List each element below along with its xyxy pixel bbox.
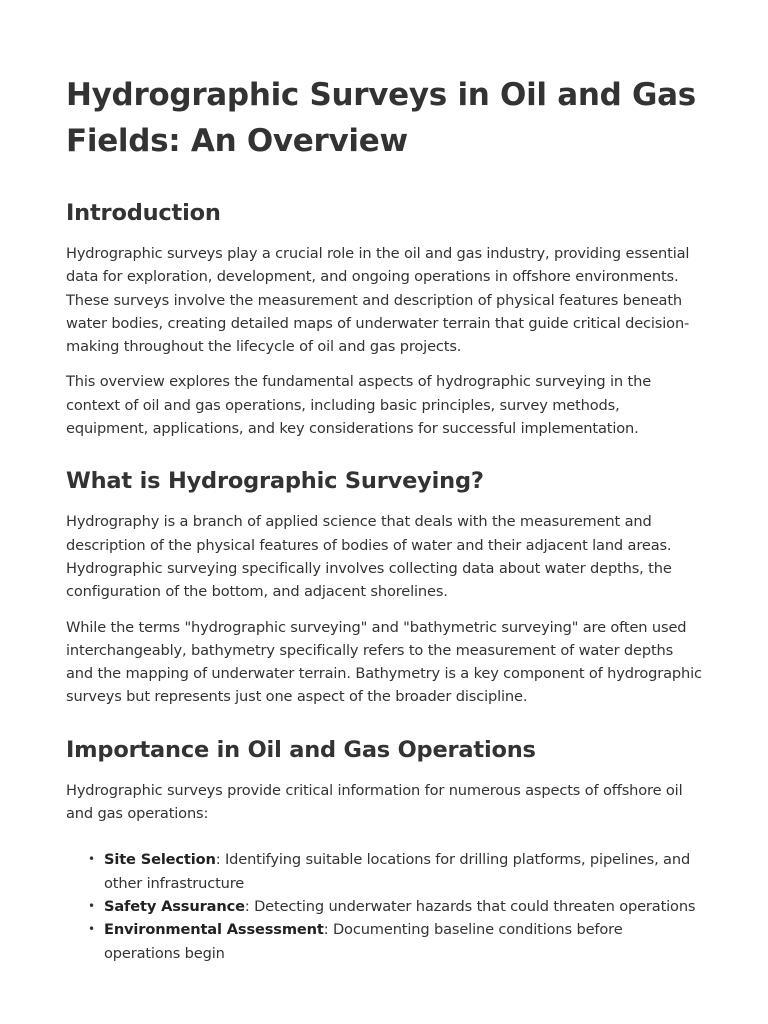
list-item-text: : Identifying suitable locations for drilling platforms, pipelines, and other infrastructure <box>104 851 691 892</box>
paragraph: While the terms "hydrographic surveying" and "bathymetric surveying" are often used interchangeably, bathymetry specifically refers to the measurement of water depths and the mapping of underwater terrain. Bathymetry is a key component of hydrographic surveys but represents just one aspect of the broader discipline. <box>66 618 702 706</box>
list-item-term: Environmental Assessment <box>104 921 324 939</box>
paragraph: Hydrographic surveys provide critical information for numerous aspects of offshore oil and gas operations: <box>66 781 683 823</box>
section-heading: Introduction <box>66 200 221 226</box>
section-what-is-hydrographic-surveying <box>66 466 702 708</box>
list-item-term: Site Selection <box>104 851 216 869</box>
list-item <box>88 918 702 965</box>
list-item-text: : Documenting baseline conditions before operations begin <box>104 921 623 962</box>
bullet-icon: • <box>88 852 95 867</box>
list-item <box>88 848 702 895</box>
paragraph: Hydrographic surveys play a crucial role in the oil and gas industry, providing essential data for exploration, development, and ongoing operations in offshore environments. These surveys involve the measurement and description of physical features beneath water bodies, creating detailed maps of underwater terrain that guide critical decision-making throughout the lifecycle of oil and gas projects. <box>66 245 690 356</box>
bullet-icon: • <box>88 922 95 937</box>
bullet-list <box>66 848 702 964</box>
list-item-term: Safety Assurance <box>104 897 245 915</box>
section-introduction <box>66 198 702 440</box>
paragraph: This overview explores the fundamental aspects of hydrographic surveying in the context of oil and gas operations, including basic principles, survey methods, equipment, applications, and key considerations for successful implementation. <box>66 373 652 438</box>
paragraph: Hydrography is a branch of applied science that deals with the measurement and description of the physical features of bodies of water and their adjacent land areas. Hydrographic surveying specifically involves collecting data about water depths, the configuration of the bottom, and adjacent shorelines. <box>66 513 672 601</box>
page-title: Hydrographic Surveys in Oil and Gas Fields: An Overview <box>66 77 696 159</box>
list-item-text: : Detecting underwater hazards that could threaten operations <box>244 897 696 915</box>
section-importance <box>66 735 702 965</box>
section-heading: What is Hydrographic Surveying? <box>66 468 484 495</box>
bullet-icon: • <box>88 898 95 913</box>
section-heading: Importance in Oil and Gas Operations <box>66 736 536 763</box>
list-item <box>88 895 702 918</box>
